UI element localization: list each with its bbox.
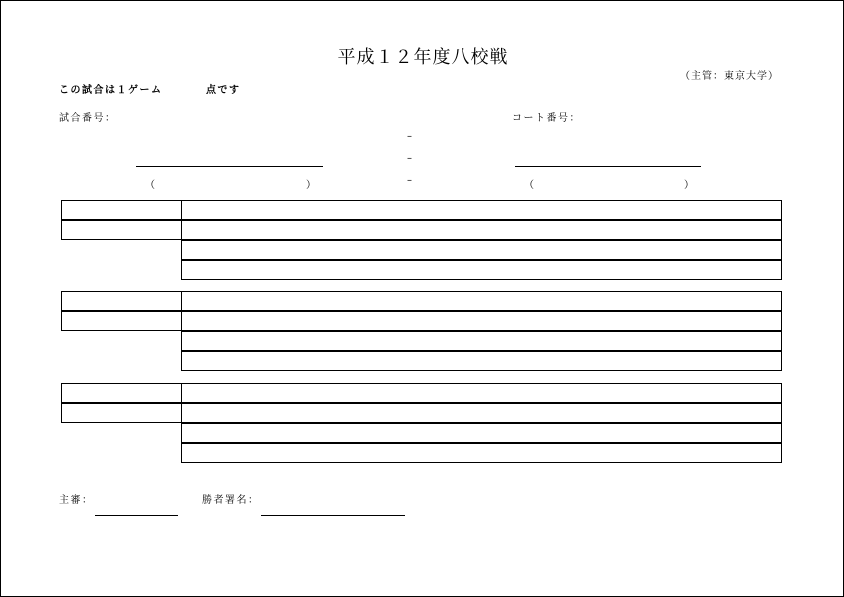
match-block-1-entry-1[interactable] [181,200,782,220]
winner-signature-line[interactable] [261,515,405,516]
match-block-3-entry-2[interactable] [181,403,782,423]
score-dash-2: – [407,153,412,164]
umpire-signature-line[interactable] [95,515,178,516]
match-block-3-label-1[interactable] [61,383,182,403]
match-block-1-entry-2[interactable] [181,220,782,240]
match-block-3-entry-4[interactable] [181,443,782,463]
umpire-label: 主審： [59,495,94,506]
game-point-prefix: この試合は１ゲーム [59,85,163,96]
match-block-1-label-2[interactable] [61,220,182,240]
match-block-2-label-2[interactable] [61,311,182,331]
match-block-1 [61,200,782,281]
match-number-label: 試合番号： [59,113,117,124]
match-block-2-entry-4[interactable] [181,351,782,371]
match-block-2-entry-2[interactable] [181,311,782,331]
winner-signature-label: 勝者署名： [202,495,260,506]
organizer-note: （主管：東京大学） [680,71,779,82]
match-block-3-label-2[interactable] [61,403,182,423]
match-block-3 [61,383,782,464]
match-block-3-entry-1[interactable] [181,383,782,403]
match-block-1-entry-3[interactable] [181,240,782,260]
match-block-2-entry-3[interactable] [181,331,782,351]
team-right-paren-close: ） [684,180,694,191]
game-point-suffix: 点です [206,85,241,96]
team-right-paren-open: （ [524,180,534,191]
sheet-title: 平成１２年度八校戦 [337,47,509,68]
score-dash-3: – [407,175,412,186]
team-left-paren-close: ） [306,180,316,191]
team-left-paren-open: （ [145,180,155,191]
court-number-label: コート番号： [512,113,581,124]
match-block-2-label-1[interactable] [61,291,182,311]
match-block-2-entry-1[interactable] [181,291,782,311]
team-right-name-line[interactable] [515,166,701,167]
match-block-1-entry-4[interactable] [181,260,782,280]
score-dash-1: – [407,131,412,142]
team-left-name-line[interactable] [136,166,323,167]
match-block-3-entry-3[interactable] [181,423,782,443]
match-block-1-label-1[interactable] [61,200,182,220]
match-block-2 [61,291,782,372]
